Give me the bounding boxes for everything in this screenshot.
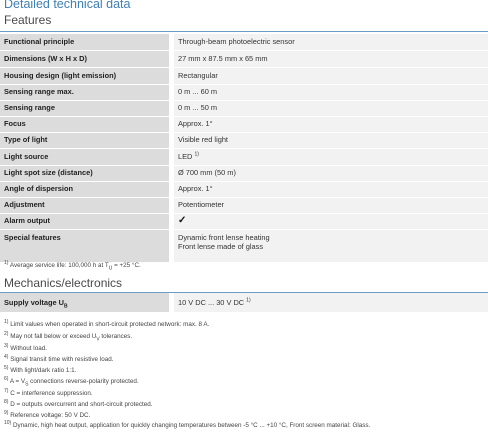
footnote-text: A = V — [9, 378, 26, 385]
page-title: Detailed technical data — [4, 0, 131, 11]
spec-value: Potentiometer — [172, 197, 488, 213]
footnote-text: Dynamic, high heat output, application for quickly changing temperatures between -5 °C ... +10 °C, Front screen material: Glass. — [12, 422, 371, 429]
spec-value: Ø 700 mm (50 m) — [172, 165, 488, 181]
spec-value-line: Front lense made of glass — [178, 242, 264, 251]
footnote-ref: 1) — [4, 259, 9, 266]
label-subscript: B — [63, 302, 68, 309]
footnote-subscript: U — [108, 265, 113, 272]
footnote — [4, 387, 488, 397]
spec-value — [172, 293, 488, 312]
footnote-text: connections reverse-polarity protected. — [28, 378, 139, 385]
footnote-text: With light/dark ratio 1:1. — [10, 367, 77, 374]
spec-label: Focus — [0, 116, 172, 132]
mechanics-table — [0, 293, 488, 313]
spec-value: Through-beam photoelectric sensor — [172, 34, 488, 50]
spec-label: Light source — [0, 148, 172, 165]
spec-value: 0 m ... 60 m — [172, 84, 488, 100]
footnote — [4, 342, 488, 352]
footnote-ref: 5) — [4, 364, 9, 371]
spec-value-line: Dynamic front lense heating — [178, 232, 270, 242]
footnote — [4, 330, 488, 343]
spec-label: Alarm output — [0, 213, 172, 229]
footnote-text: Without load. — [10, 345, 47, 352]
spec-row — [0, 148, 488, 165]
features-section-title: Features — [4, 13, 52, 27]
footnote — [4, 364, 488, 374]
footnote-text: May not fall below or exceed U — [10, 333, 97, 340]
footnote — [4, 318, 488, 328]
spec-value: 0 m ... 50 m — [172, 100, 488, 116]
spec-label-text: Supply voltage U — [4, 297, 64, 307]
spec-value — [172, 229, 488, 262]
footnote-ref: 2) — [4, 330, 9, 337]
footnote — [4, 409, 488, 419]
spec-row — [0, 229, 488, 262]
spec-value-text: LED — [178, 151, 193, 161]
spec-row — [0, 213, 488, 229]
spec-label: Sensing range — [0, 100, 172, 116]
spec-row — [0, 100, 488, 116]
footnote-subscript: S — [25, 381, 29, 388]
footnote-ref: 8) — [4, 398, 9, 405]
footnote-text: C = interference suppression. — [10, 390, 93, 397]
spec-label: Special features — [0, 229, 172, 262]
checkmark-icon: ✓ — [178, 215, 187, 227]
footnote-text: Reference voltage: 50 V DC. — [10, 412, 91, 419]
spec-label: Sensing range max. — [0, 84, 172, 100]
spec-value — [172, 148, 488, 165]
footnote-text: D = outputs overcurrent and short-circuit protected. — [10, 401, 153, 408]
features-footnote — [4, 259, 488, 272]
spec-label: Light spot size (distance) — [0, 165, 172, 181]
spec-value-text: 10 V DC ... 30 V DC — [178, 297, 245, 307]
mechanics-section-title: Mechanics/electronics — [4, 276, 123, 290]
spec-value — [172, 213, 488, 229]
spec-row — [0, 132, 488, 148]
footnote-text: tolerances. — [99, 333, 133, 340]
footnote — [4, 419, 488, 429]
footnote-ref: 7) — [4, 387, 9, 394]
spec-row — [0, 84, 488, 100]
spec-label — [0, 293, 172, 312]
footnote-subscript: V — [96, 336, 100, 343]
spec-row — [0, 116, 488, 132]
spec-value: 27 mm x 87.5 mm x 65 mm — [172, 50, 488, 67]
footnote-ref: 1) — [4, 318, 9, 325]
footnote-text: Average service life: 100,000 h at T — [9, 262, 109, 269]
features-table — [0, 34, 488, 263]
footnote — [4, 375, 488, 388]
footnote-ref: 4) — [4, 353, 9, 360]
spec-value: Visible red light — [172, 132, 488, 148]
spec-value: Approx. 1° — [172, 116, 488, 132]
spec-label: Housing design (light emission) — [0, 67, 172, 84]
footnote-ref: 1) — [246, 297, 251, 304]
spec-row — [0, 34, 488, 50]
spec-label: Type of light — [0, 132, 172, 148]
footnote-text: = +25 °C. — [112, 262, 141, 269]
spec-label: Adjustment — [0, 197, 172, 213]
footnote — [4, 353, 488, 363]
footnote-ref: 9) — [4, 409, 9, 416]
spec-label: Dimensions (W x H x D) — [0, 50, 172, 67]
footnote-text: Limit values when operated in short-circuit protected network: max. 8 A. — [10, 321, 210, 328]
spec-row — [0, 293, 488, 312]
footnote-ref: 6) — [4, 375, 9, 382]
spec-label: Angle of dispersion — [0, 181, 172, 197]
spec-row — [0, 181, 488, 197]
spec-row — [0, 197, 488, 213]
footnote-text: Signal transit time with resistive load. — [10, 356, 114, 363]
features-title-rule — [0, 31, 488, 32]
footnote-ref: 1) — [194, 151, 199, 158]
spec-row — [0, 67, 488, 84]
spec-row — [0, 165, 488, 181]
spec-label: Functional principle — [0, 34, 172, 50]
footnote-ref: 3) — [4, 342, 9, 349]
footnote — [4, 398, 488, 408]
spec-row — [0, 50, 488, 67]
spec-value: Approx. 1° — [172, 181, 488, 197]
spec-value: Rectangular — [172, 67, 488, 84]
footnote-ref: 10) — [4, 419, 12, 426]
